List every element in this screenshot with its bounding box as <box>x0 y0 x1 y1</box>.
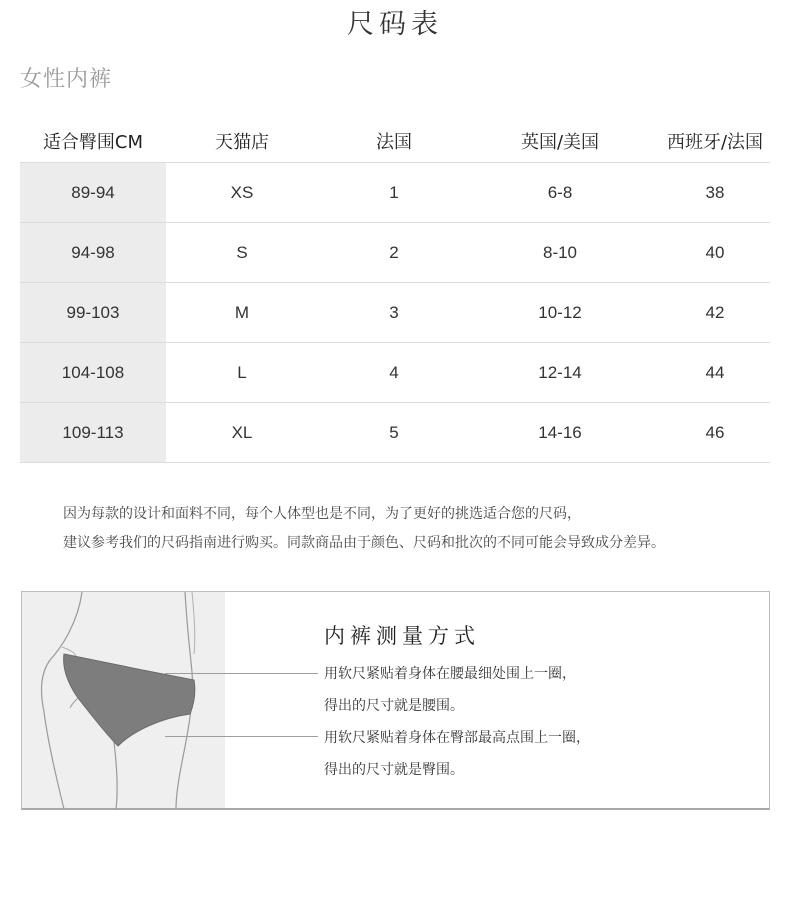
underwear-figure-illustration <box>22 592 225 808</box>
cell-spain-france: 44 <box>705 362 725 382</box>
table-header-row <box>20 121 770 163</box>
size-table <box>20 121 770 463</box>
cell-hip: 89-94 <box>71 182 115 202</box>
page-title: 尺码表 <box>347 9 443 40</box>
cell-uk-us: 12-14 <box>538 362 582 382</box>
size-note-line-2: 建议参考我们的尺码指南进行购买。同款商品由于颜色、尺码和批次的不同可能会导致成分差异。 <box>63 535 665 551</box>
measurement-guide <box>21 591 770 810</box>
cell-hip: 94-98 <box>71 242 115 262</box>
subtitle: 女性内裤 <box>20 67 113 92</box>
hip-instruction: 用软尺紧贴着身体在臀部最高点围上一圈， <box>324 730 590 746</box>
cell-uk-us: 8-10 <box>542 242 578 262</box>
hip-leader-line <box>165 736 318 737</box>
cell-france: 2 <box>389 242 399 262</box>
header-hip: 适合臀围CM <box>42 132 144 153</box>
header-spain-france: 西班牙/法国 <box>666 132 764 153</box>
cell-hip: 99-103 <box>66 302 120 322</box>
size-note-line-1: 因为每款的设计和面料不同，每个人体型也是不同，为了更好的挑选适合您的尺码， <box>63 506 581 522</box>
hip-result: 得出的尺寸就是臀围。 <box>324 762 464 778</box>
table-row <box>20 283 770 343</box>
cell-tmall: XS <box>230 182 254 202</box>
cell-uk-us: 14-16 <box>538 422 582 442</box>
cell-tmall: M <box>234 302 250 322</box>
waist-instruction: 用软尺紧贴着身体在腰最细处围上一圈， <box>324 666 576 682</box>
cell-tmall: L <box>237 362 247 382</box>
measure-title: 内裤测量方式 <box>324 624 480 648</box>
cell-spain-france: 46 <box>705 422 725 442</box>
table-row <box>20 223 770 283</box>
cell-hip: 109-113 <box>62 422 124 442</box>
waist-result: 得出的尺寸就是腰围。 <box>324 698 464 714</box>
cell-spain-france: 38 <box>705 182 725 202</box>
header-uk-us: 英国/美国 <box>520 132 600 153</box>
cell-spain-france: 42 <box>705 302 725 322</box>
cell-france: 5 <box>389 422 399 442</box>
underwear-garment <box>64 654 195 746</box>
cell-spain-france: 40 <box>705 242 725 262</box>
cell-france: 3 <box>389 302 399 322</box>
header-france: 法国 <box>376 132 412 153</box>
header-tmall: 天猫店 <box>215 132 269 153</box>
cell-uk-us: 10-12 <box>538 302 582 322</box>
table-row <box>20 163 770 223</box>
body-outline-icon <box>22 592 225 809</box>
cell-uk-us: 6-8 <box>547 182 573 202</box>
cell-france: 4 <box>389 362 399 382</box>
cell-tmall: S <box>236 242 248 262</box>
cell-tmall: XL <box>231 422 253 442</box>
cell-france: 1 <box>389 182 399 202</box>
waist-leader-line <box>165 673 318 674</box>
cell-hip: 104-108 <box>61 362 125 382</box>
table-row <box>20 343 770 403</box>
table-row <box>20 403 770 463</box>
